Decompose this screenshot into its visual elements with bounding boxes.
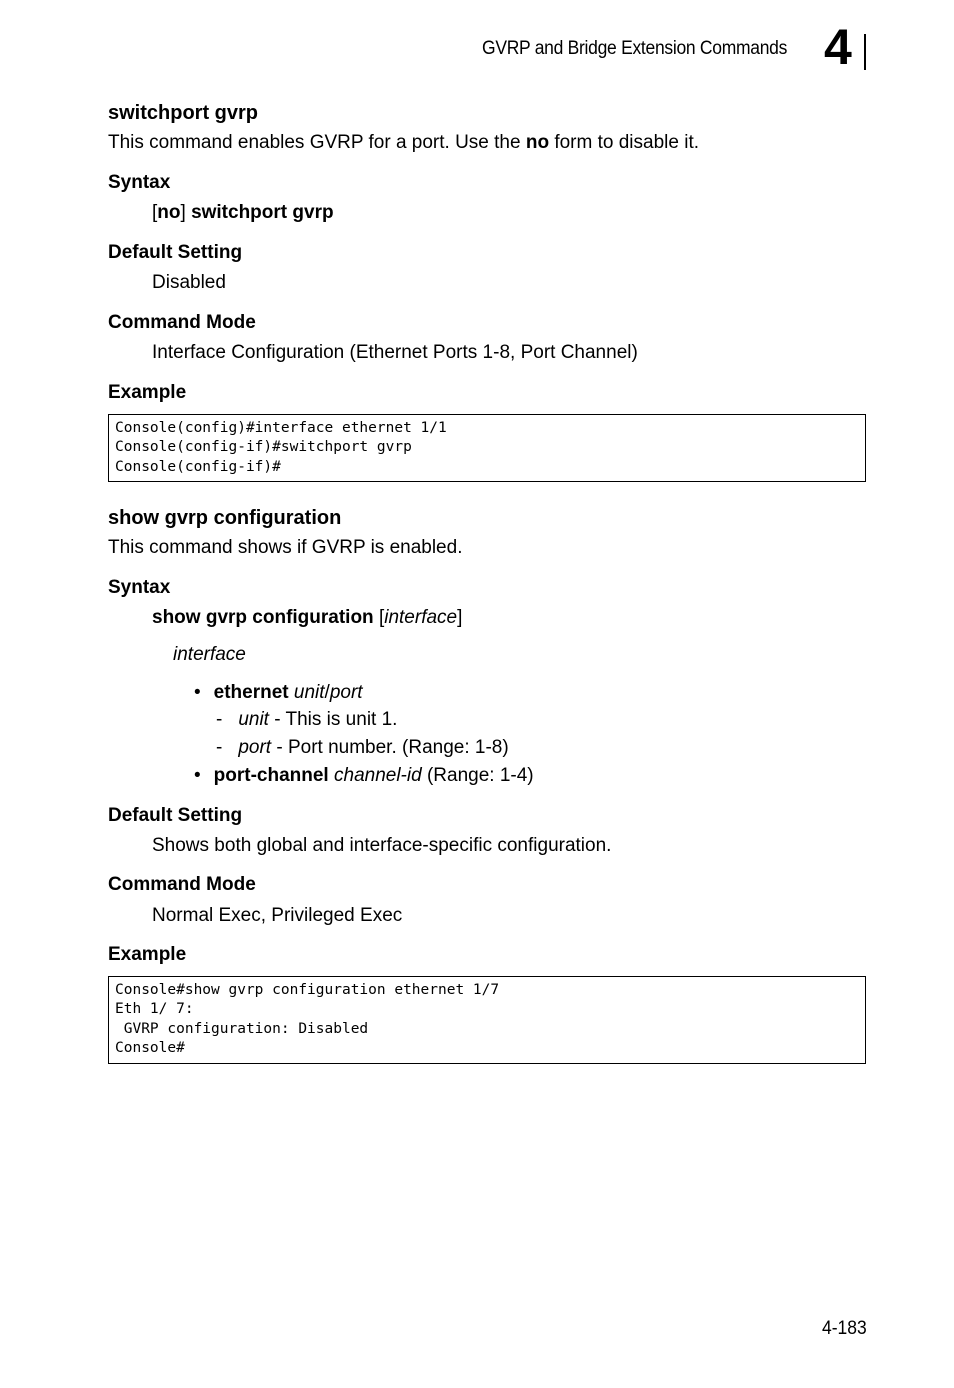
syntax-heading: Syntax — [108, 577, 171, 598]
example-heading: Example — [108, 944, 187, 965]
command-mode-heading: Command Mode — [108, 874, 256, 895]
list-subitem: - unit - This is unit 1. — [216, 709, 398, 730]
section2-description: This command shows if GVRP is enabled. — [108, 537, 463, 558]
command-mode-value: Normal Exec, Privileged Exec — [152, 905, 403, 926]
syntax-line: show gvrp configuration [interface] — [152, 607, 463, 628]
default-setting-value: Disabled — [152, 272, 226, 293]
list-item: • port-channel channel-id (Range: 1-4) — [194, 765, 534, 786]
example-code-block: Console(config)#interface ethernet 1/1 Console(config-if)#switchport gvrp Console(config-if)# — [108, 414, 866, 482]
default-setting-value: Shows both global and interface-specific configuration. — [152, 835, 612, 856]
section-title-switchport-gvrp: switchport gvrp — [108, 102, 259, 124]
list-item: • ethernet unit/port — [194, 682, 363, 703]
example-code-block: Console#show gvrp configuration ethernet 1/7 Eth 1/ 7: GVRP configuration: Disabled Console# — [108, 976, 866, 1064]
list-subitem: - port - Port number. (Range: 1-8) — [216, 737, 509, 758]
parameter-name: interface — [173, 644, 246, 665]
chapter-number: 4 — [824, 19, 852, 75]
command-mode-heading: Command Mode — [108, 312, 256, 333]
chapter-divider — [864, 34, 866, 70]
example-heading: Example — [108, 382, 187, 403]
section-title-show-gvrp-configuration: show gvrp configuration — [108, 507, 342, 529]
default-setting-heading: Default Setting — [108, 805, 243, 826]
default-setting-heading: Default Setting — [108, 242, 243, 263]
running-header: GVRP and Bridge Extension Commands — [482, 38, 788, 59]
syntax-heading: Syntax — [108, 172, 171, 193]
command-mode-value: Interface Configuration (Ethernet Ports 1-8, Port Channel) — [152, 342, 638, 363]
syntax-line: [no] switchport gvrp — [152, 202, 334, 223]
section1-description: This command enables GVRP for a port. Use the no form to disable it. — [108, 132, 700, 153]
page-number: 4-183 — [822, 1318, 867, 1339]
